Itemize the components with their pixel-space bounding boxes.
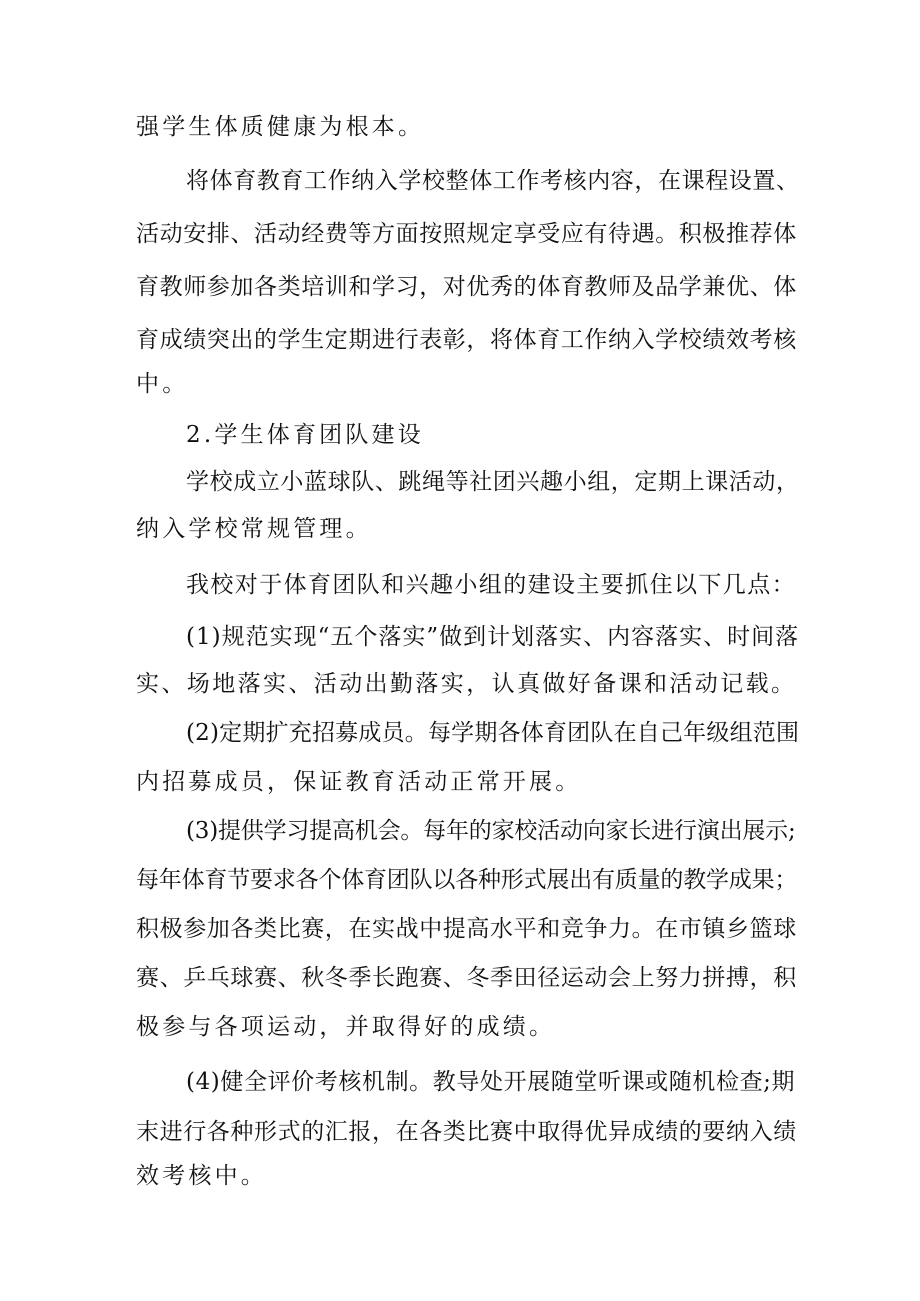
text-line: 积极参加各类比赛，在实战中提高水平和竞争力。在市镇乡篮球 [136, 916, 797, 942]
text-line: 效考核中。 [136, 1163, 267, 1189]
text-line: 学校成立小蓝球队、跳绳等社团兴趣小组，定期上课活动， [186, 469, 800, 495]
text-line: 将体育教育工作纳入学校整体工作考核内容，在课程设置、 [186, 168, 800, 194]
text-line: (2)定期扩充招募成员。每学期各体育团队在自己年级组范围 [186, 720, 800, 746]
text-line: 内招募成员，保证教育活动正常开展。 [136, 769, 582, 795]
text-line: 纳入学校常规管理。 [136, 516, 372, 542]
text-line: 极参与各项运动，并取得好的成绩。 [136, 1014, 556, 1040]
text-line: (3)提供学习提高机会。每年的家校活动向家长进行演出展示; [186, 818, 796, 844]
text-line: 末进行各种形式的汇报，在各类比赛中取得优异成绩的要纳入绩 [136, 1119, 797, 1145]
text-line: 活动安排、活动经费等方面按照规定享受应有待遇。积极推荐体 [136, 221, 797, 247]
text-line: (4)健全评价考核机制。教导处开展随堂听课或随机检查;期 [186, 1069, 796, 1095]
text-line: 实、场地落实、活动出勤落实，认真做好备课和活动记载。 [136, 671, 797, 697]
text-line: 赛、乒乓球赛、秋冬季长跑赛、冬季田径运动会上努力拼搏，积 [136, 965, 797, 991]
section-heading: 2.学生体育团队建设 [186, 422, 424, 448]
text-line: 育成绩突出的学生定期进行表彰，将体育工作纳入学校绩效考核 [136, 327, 797, 353]
text-line: 每年体育节要求各个体育团队以各种形式展出有质量的教学成果； [136, 867, 798, 893]
text-line: 我校对于体育团队和兴趣小组的建设主要抓住以下几点： [186, 572, 796, 598]
text-line: 中。 [136, 371, 189, 397]
text-line: 育教师参加各类培训和学习，对优秀的体育教师及品学兼优、体 [136, 274, 797, 300]
text-line: (1)规范实现“五个落实”做到计划落实、内容落实、时间落 [186, 624, 800, 650]
text-line: 强学生体质健康为根本。 [136, 114, 425, 140]
